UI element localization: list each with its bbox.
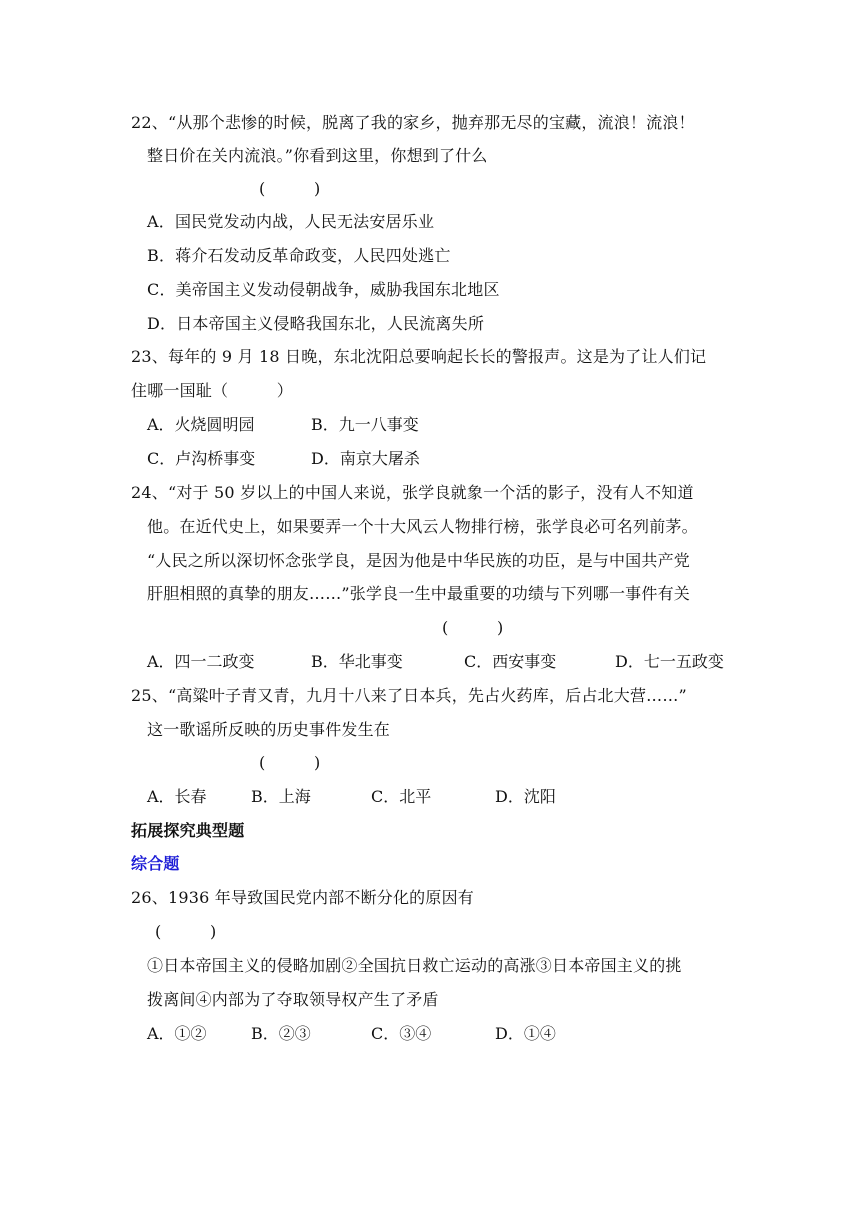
q22-option-b: B．蒋介石发动反革命政变，人民四处逃亡	[147, 246, 451, 265]
q22-answer-blank: ( )	[259, 179, 321, 198]
q25-option-d: D．沈阳	[495, 787, 556, 806]
q26-option-a: A．①②	[147, 1024, 207, 1043]
q23-option-b: B．九一八事变	[311, 415, 419, 434]
q22-line-2: 整日价在关内流浪。”你看到这里，你想到了什么	[147, 146, 488, 165]
q24-option-b: B．华北事变	[311, 652, 403, 671]
q25-line-2: 这一歌谣所反映的历史事件发生在	[147, 720, 391, 739]
q26-option-b: B．②③	[251, 1024, 311, 1043]
q26-option-d: D．①④	[495, 1024, 556, 1043]
q26-stem-2: 拨离间④内部为了夺取领导权产生了矛盾	[147, 990, 439, 1009]
section-subtitle: 综合题	[131, 854, 180, 873]
q24-line-2: 他。在近代史上，如果要弄一个十大风云人物排行榜，张学良必可名列前茅。	[147, 517, 698, 536]
q23-option-c: C．卢沟桥事变	[147, 449, 256, 468]
q23-line-1: 23、每年的 9 月 18 日晚，东北沈阳总要响起长长的警报声。这是为了让人们记	[131, 347, 707, 366]
q24-option-c: C．西安事变	[464, 652, 557, 671]
q25-answer-blank: ( )	[259, 753, 321, 772]
q25-option-b: B．上海	[251, 787, 311, 806]
q22-option-a: A．国民党发动内战，人民无法安居乐业	[147, 212, 435, 231]
q26-stem-1: ①日本帝国主义的侵略加剧②全国抗日救亡运动的高涨③日本帝国主义的挑	[147, 956, 682, 975]
q25-option-a: A．长春	[147, 787, 207, 806]
q22-line-1: 22、“从那个悲惨的时候，脱离了我的家乡，抛弃那无尽的宝藏，流浪！流浪！	[131, 113, 695, 132]
q24-line-1: 24、“对于 50 岁以上的中国人来说，张学良就象一个活的影子，没有人不知道	[131, 483, 694, 502]
q22-option-d: D．日本帝国主义侵略我国东北，人民流离失所	[147, 314, 485, 333]
q24-option-a: A．四一二政变	[147, 652, 255, 671]
q26-option-c: C．③④	[371, 1024, 432, 1043]
q23-option-a: A．火烧圆明园	[147, 415, 255, 434]
q23-option-d: D．南京大屠杀	[311, 449, 420, 468]
q24-line-3: “人民之所以深切怀念张学良，是因为他是中华民族的功臣，是与中国共产党	[147, 551, 690, 570]
q25-line-1: 25、“高粱叶子青又青，九月十八来了日本兵，先占火药库，后占北大营……”	[131, 686, 687, 705]
q26-answer-blank: ( )	[155, 922, 217, 941]
q24-line-4: 肝胆相照的真挚的朋友……”张学良一生中最重要的功绩与下列哪一事件有关	[147, 584, 690, 603]
section-title: 拓展探究典型题	[131, 821, 245, 840]
q24-option-d: D．七一五政变	[615, 652, 724, 671]
q26-line-1: 26、1936 年导致国民党内部不断分化的原因有	[131, 888, 474, 907]
q22-option-c: C．美帝国主义发动侵朝战争，威胁我国东北地区	[147, 280, 500, 299]
q24-answer-blank: ( )	[442, 618, 504, 637]
q23-line-2: 住哪一国耻（ ）	[131, 381, 294, 400]
q25-option-c: C．北平	[371, 787, 432, 806]
